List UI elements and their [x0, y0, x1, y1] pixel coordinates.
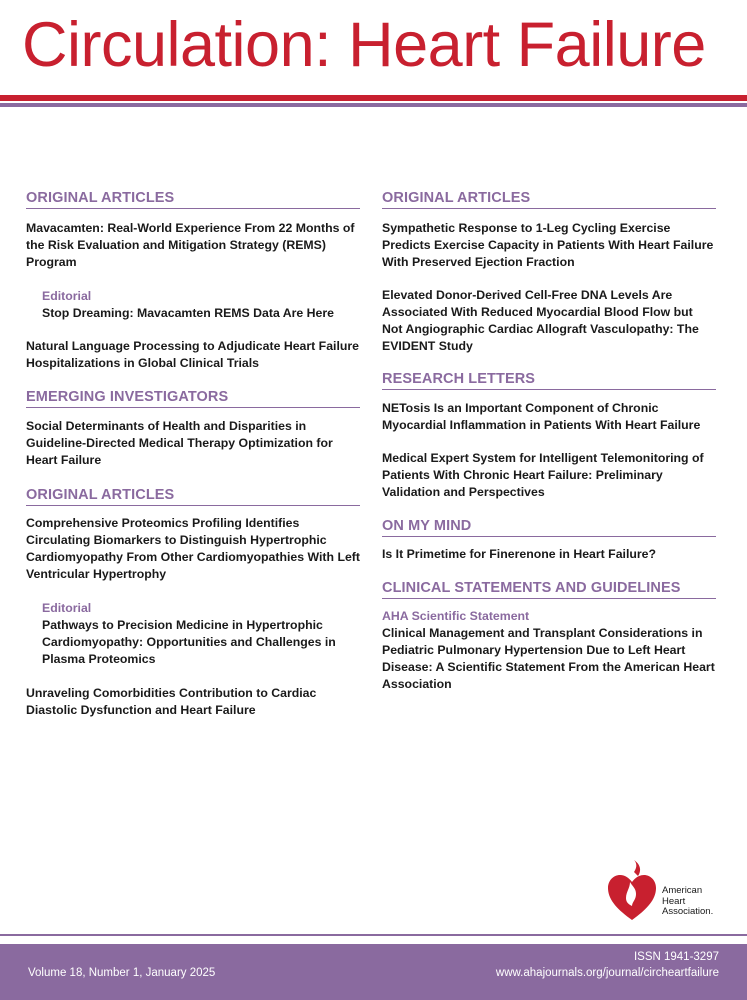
article-title[interactable]: Stop Dreaming: Mavacamten REMS Data Are Here	[42, 306, 335, 320]
footer-rule	[0, 934, 747, 936]
section-emerging-investigators	[26, 389, 360, 469]
article-title[interactable]: Is It Primetime for Finerenone in Heart Failure?	[382, 547, 657, 561]
article-title[interactable]: Elevated Donor-Derived Cell-Free DNA Levels Are Associated With Reduced Myocardial Blood Flow but Not Angiographic Cardiac Allograft Vasculopathy: The EVIDENT Study	[382, 288, 699, 353]
journal-url[interactable]: www.ahajournals.org/journal/circheartfailure	[495, 967, 719, 979]
aha-wordmark	[662, 886, 713, 918]
article-title[interactable]: Pathways to Precision Medicine in Hypertrophic Cardiomyopathy: Opportunities and Challenges in Plasma Proteomics	[42, 618, 336, 666]
article-title[interactable]: Mavacamten: Real-World Experience From 22 Months of the Risk Evaluation and Mitigation Strategy (REMS) Program	[26, 221, 355, 269]
article-mavacamten-rems[interactable]	[26, 220, 360, 271]
torch-heart-icon	[604, 858, 660, 924]
right-column	[382, 190, 716, 693]
section-heading: CLINICAL STATEMENTS AND GUIDELINES	[382, 580, 716, 599]
article-title[interactable]: Medical Expert System for Intelligent Telemonitoring of Patients With Chronic Heart Failure: Preliminary Validation and Perspectives	[382, 451, 704, 499]
editorial-precision-medicine[interactable]	[26, 600, 360, 668]
article-proteomics-profiling[interactable]	[26, 515, 360, 583]
section-heading: ORIGINAL ARTICLES	[26, 190, 360, 209]
section-clinical-statements	[382, 580, 716, 693]
left-column	[26, 190, 360, 719]
section-research-letters	[382, 371, 716, 501]
editorial-label: Editorial	[42, 289, 92, 303]
article-title[interactable]: Clinical Management and Transplant Considerations in Pediatric Pulmonary Hypertension Due to Left Heart Disease: A Scientific Statement From the American Heart Association	[382, 626, 715, 691]
article-title[interactable]: Social Determinants of Health and Disparities in Guideline-Directed Medical Therapy Optimization for Heart Failure	[26, 419, 333, 467]
section-heading: ORIGINAL ARTICLES	[26, 487, 360, 506]
section-original-articles-right	[382, 190, 716, 355]
section-heading: EMERGING INVESTIGATORS	[26, 389, 360, 408]
aha-line-3: Association.	[662, 906, 714, 917]
article-netosis[interactable]	[382, 400, 716, 434]
section-heading: ORIGINAL ARTICLES	[382, 190, 716, 209]
masthead-rule-red	[0, 95, 747, 101]
section-original-articles-1	[26, 190, 360, 372]
article-social-determinants[interactable]	[26, 418, 360, 469]
section-on-my-mind	[382, 518, 716, 563]
volume-issue: Volume 18, Number 1, January 2025	[28, 967, 216, 979]
article-title[interactable]: Sympathetic Response to 1-Leg Cycling Exercise Predicts Exercise Capacity in Patients With Heart Failure With Preserved Ejection Fraction	[382, 221, 714, 269]
article-donor-derived-dna[interactable]	[382, 287, 716, 355]
article-sympathetic-response[interactable]	[382, 220, 716, 271]
journal-title: Circulation: Heart Failure	[22, 10, 706, 80]
article-finerenone[interactable]	[382, 546, 716, 563]
aha-scientific-statement[interactable]	[382, 608, 716, 693]
section-heading: RESEARCH LETTERS	[382, 371, 716, 390]
masthead-rule-purple	[0, 103, 747, 107]
editorial-label: Editorial	[42, 601, 92, 615]
article-nlp-adjudicate[interactable]	[26, 338, 360, 372]
article-title[interactable]: Unraveling Comorbidities Contribution to Cardiac Diastolic Dysfunction and Heart Failure	[26, 686, 317, 717]
section-original-articles-2	[26, 487, 360, 719]
article-comorbidities[interactable]	[26, 685, 360, 719]
section-heading: ON MY MIND	[382, 518, 716, 537]
article-title[interactable]: NETosis Is an Important Component of Chronic Myocardial Inflammation in Patients With Heart Failure	[382, 401, 701, 432]
article-title[interactable]: Comprehensive Proteomics Profiling Identifies Circulating Biomarkers to Distinguish Hypertrophic Cardiomyopathy From Other Cardiomyopathies With Left Ventricular Hypertrophy	[26, 516, 360, 581]
article-title[interactable]: Natural Language Processing to Adjudicate Heart Failure Hospitalizations in Global Clinical Trials	[26, 339, 360, 370]
masthead	[0, 0, 747, 95]
editorial-stop-dreaming[interactable]	[26, 288, 360, 322]
article-medical-expert-system[interactable]	[382, 450, 716, 501]
aha-line-1: American	[662, 885, 703, 896]
aha-line-2: Heart	[662, 895, 686, 907]
statement-label: AHA Scientific Statement	[382, 609, 530, 623]
issn: ISSN 1941-3297	[633, 951, 719, 963]
